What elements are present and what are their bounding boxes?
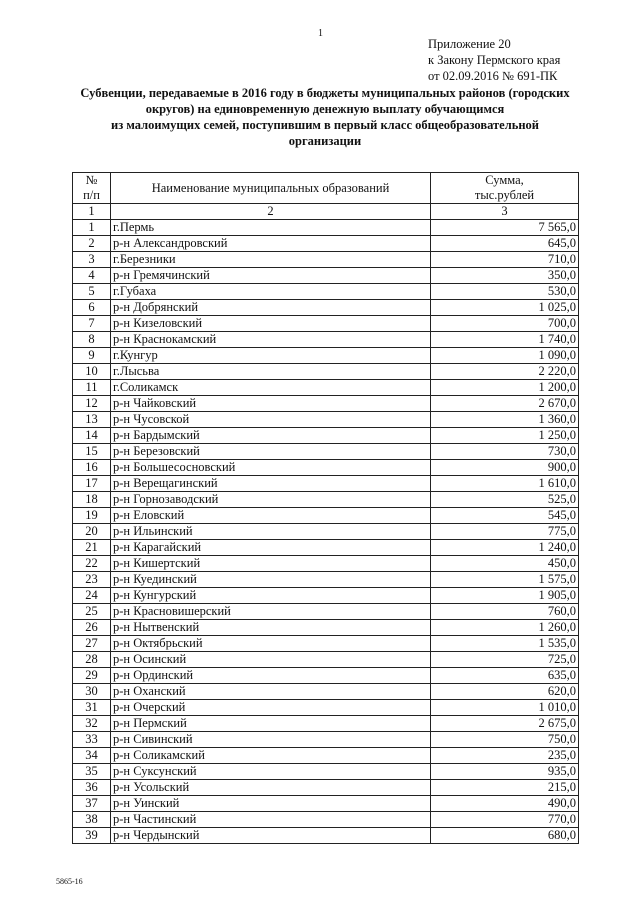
- row-municipality: р-н Кунгурский: [111, 588, 431, 604]
- row-amount: 2 670,0: [431, 396, 579, 412]
- table-row: [73, 284, 579, 300]
- row-municipality: р-н Александровский: [111, 236, 431, 252]
- row-amount: 2 675,0: [431, 716, 579, 732]
- row-number: 34: [73, 748, 111, 764]
- row-amount: 680,0: [431, 828, 579, 844]
- table-row: [73, 220, 579, 236]
- row-number: 23: [73, 572, 111, 588]
- row-amount: 525,0: [431, 492, 579, 508]
- table-row: [73, 236, 579, 252]
- row-amount: 900,0: [431, 460, 579, 476]
- row-municipality: р-н Ординский: [111, 668, 431, 684]
- row-municipality: р-н Нытвенский: [111, 620, 431, 636]
- row-amount: 1 090,0: [431, 348, 579, 364]
- row-number: 38: [73, 812, 111, 828]
- row-municipality: р-н Пермский: [111, 716, 431, 732]
- row-municipality: р-н Оханский: [111, 684, 431, 700]
- row-number: 20: [73, 524, 111, 540]
- row-municipality: р-н Усольский: [111, 780, 431, 796]
- table-row: [73, 300, 579, 316]
- row-municipality: р-н Очерский: [111, 700, 431, 716]
- row-number: 35: [73, 764, 111, 780]
- table-row: [73, 780, 579, 796]
- table-row: [73, 540, 579, 556]
- table-row: [73, 476, 579, 492]
- footer-code: 5865-16: [56, 877, 83, 886]
- row-number: 14: [73, 428, 111, 444]
- row-amount: 700,0: [431, 316, 579, 332]
- table-row: [73, 636, 579, 652]
- row-municipality: р-н Кишертский: [111, 556, 431, 572]
- row-number: 12: [73, 396, 111, 412]
- row-number: 9: [73, 348, 111, 364]
- row-municipality: р-н Октябрьский: [111, 636, 431, 652]
- row-number: 37: [73, 796, 111, 812]
- table-row: [73, 380, 579, 396]
- row-municipality: р-н Чайковский: [111, 396, 431, 412]
- table-row: [73, 508, 579, 524]
- row-amount: 235,0: [431, 748, 579, 764]
- table-header-row: [73, 173, 579, 204]
- row-amount: 725,0: [431, 652, 579, 668]
- row-number: 5: [73, 284, 111, 300]
- table-body: [73, 220, 579, 844]
- row-amount: 710,0: [431, 252, 579, 268]
- row-number: 30: [73, 684, 111, 700]
- row-amount: 770,0: [431, 812, 579, 828]
- row-municipality: р-н Сивинский: [111, 732, 431, 748]
- table-row: [73, 556, 579, 572]
- row-number: 36: [73, 780, 111, 796]
- table-row: [73, 572, 579, 588]
- table-row: [73, 364, 579, 380]
- row-number: 27: [73, 636, 111, 652]
- appendix-line-1: Приложение 20: [428, 37, 511, 51]
- table-row: [73, 412, 579, 428]
- row-municipality: р-н Суксунский: [111, 764, 431, 780]
- page-number: 1: [318, 28, 323, 39]
- table-row: [73, 252, 579, 268]
- title-line-2: округов) на единовременную денежную выплату обучающимся: [145, 102, 505, 116]
- row-municipality: г.Березники: [111, 252, 431, 268]
- table-row: [73, 492, 579, 508]
- row-municipality: г.Пермь: [111, 220, 431, 236]
- table-row: [73, 268, 579, 284]
- row-number: 21: [73, 540, 111, 556]
- row-municipality: р-н Кизеловский: [111, 316, 431, 332]
- table-row: [73, 668, 579, 684]
- row-municipality: р-н Большесосновский: [111, 460, 431, 476]
- subsidy-table: [72, 172, 579, 844]
- row-municipality: р-н Краснокамский: [111, 332, 431, 348]
- table-row: [73, 684, 579, 700]
- row-municipality: р-н Ильинский: [111, 524, 431, 540]
- row-municipality: р-н Горнозаводский: [111, 492, 431, 508]
- row-amount: 1 360,0: [431, 412, 579, 428]
- row-municipality: г.Соликамск: [111, 380, 431, 396]
- row-amount: 450,0: [431, 556, 579, 572]
- row-number: 3: [73, 252, 111, 268]
- header-sum: [431, 173, 579, 204]
- table-row: [73, 316, 579, 332]
- row-number: 2: [73, 236, 111, 252]
- row-amount: 545,0: [431, 508, 579, 524]
- header-name: Наименование муниципальных образований: [111, 173, 431, 204]
- table-row: [73, 524, 579, 540]
- row-amount: 760,0: [431, 604, 579, 620]
- header-sum-line-1: Сумма,: [485, 173, 524, 187]
- row-number: 4: [73, 268, 111, 284]
- row-number: 39: [73, 828, 111, 844]
- table-row: [73, 444, 579, 460]
- table-row: [73, 700, 579, 716]
- row-number: 33: [73, 732, 111, 748]
- row-municipality: р-н Еловский: [111, 508, 431, 524]
- header-num: [73, 173, 111, 204]
- row-number: 17: [73, 476, 111, 492]
- row-municipality: р-н Красновишерский: [111, 604, 431, 620]
- title-line-3: из малоимущих семей, поступившим в первый класс общеобразовательной: [111, 118, 539, 132]
- row-amount: 350,0: [431, 268, 579, 284]
- row-amount: 530,0: [431, 284, 579, 300]
- row-amount: 730,0: [431, 444, 579, 460]
- row-number: 32: [73, 716, 111, 732]
- row-municipality: р-н Карагайский: [111, 540, 431, 556]
- header-num-line-2: п/п: [83, 188, 100, 202]
- row-municipality: р-н Гремячинский: [111, 268, 431, 284]
- column-number-row: [73, 204, 579, 220]
- row-amount: 1 260,0: [431, 620, 579, 636]
- row-amount: 635,0: [431, 668, 579, 684]
- row-amount: 1 905,0: [431, 588, 579, 604]
- table-row: [73, 748, 579, 764]
- row-municipality: р-н Верещагинский: [111, 476, 431, 492]
- row-amount: 620,0: [431, 684, 579, 700]
- row-number: 11: [73, 380, 111, 396]
- table-row: [73, 764, 579, 780]
- column-number-3: 3: [431, 204, 579, 220]
- row-number: 28: [73, 652, 111, 668]
- row-number: 24: [73, 588, 111, 604]
- row-number: 31: [73, 700, 111, 716]
- table-row: [73, 812, 579, 828]
- table-row: [73, 604, 579, 620]
- row-municipality: г.Кунгур: [111, 348, 431, 364]
- row-number: 22: [73, 556, 111, 572]
- title-line-4: организации: [288, 134, 362, 148]
- row-amount: 490,0: [431, 796, 579, 812]
- appendix-block: [428, 36, 560, 84]
- row-municipality: р-н Чердынский: [111, 828, 431, 844]
- row-municipality: р-н Чусовской: [111, 412, 431, 428]
- row-amount: 1 575,0: [431, 572, 579, 588]
- appendix-line-3: от 02.09.2016 № 691-ПК: [428, 69, 558, 83]
- row-municipality: р-н Березовский: [111, 444, 431, 460]
- row-number: 16: [73, 460, 111, 476]
- row-municipality: р-н Соликамский: [111, 748, 431, 764]
- row-number: 25: [73, 604, 111, 620]
- row-amount: 1 535,0: [431, 636, 579, 652]
- row-number: 29: [73, 668, 111, 684]
- table-row: [73, 620, 579, 636]
- row-amount: 935,0: [431, 764, 579, 780]
- row-number: 26: [73, 620, 111, 636]
- table-row: [73, 332, 579, 348]
- table-row: [73, 588, 579, 604]
- row-number: 13: [73, 412, 111, 428]
- table-row: [73, 348, 579, 364]
- row-municipality: р-н Уинский: [111, 796, 431, 812]
- row-amount: 1 200,0: [431, 380, 579, 396]
- table-row: [73, 652, 579, 668]
- row-amount: 775,0: [431, 524, 579, 540]
- table-row: [73, 716, 579, 732]
- row-amount: 215,0: [431, 780, 579, 796]
- row-number: 7: [73, 316, 111, 332]
- table-row: [73, 732, 579, 748]
- row-amount: 750,0: [431, 732, 579, 748]
- row-municipality: р-н Осинский: [111, 652, 431, 668]
- table-row: [73, 396, 579, 412]
- row-number: 19: [73, 508, 111, 524]
- row-amount: 2 220,0: [431, 364, 579, 380]
- row-municipality: г.Губаха: [111, 284, 431, 300]
- column-number-1: 1: [73, 204, 111, 220]
- row-number: 18: [73, 492, 111, 508]
- row-number: 6: [73, 300, 111, 316]
- title-line-1: Субвенции, передаваемые в 2016 году в бюджеты муниципальных районов (городских: [80, 86, 570, 100]
- row-amount: 1 250,0: [431, 428, 579, 444]
- row-number: 8: [73, 332, 111, 348]
- header-num-line-1: №: [85, 173, 98, 187]
- row-amount: 1 240,0: [431, 540, 579, 556]
- row-amount: 1 740,0: [431, 332, 579, 348]
- table-row: [73, 460, 579, 476]
- row-municipality: р-н Бардымский: [111, 428, 431, 444]
- header-sum-line-2: тыс.рублей: [474, 188, 535, 202]
- row-municipality: р-н Частинский: [111, 812, 431, 828]
- row-municipality: р-н Куединский: [111, 572, 431, 588]
- row-amount: 7 565,0: [431, 220, 579, 236]
- row-amount: 645,0: [431, 236, 579, 252]
- table-row: [73, 828, 579, 844]
- row-amount: 1 610,0: [431, 476, 579, 492]
- document-title: [40, 85, 610, 149]
- row-number: 1: [73, 220, 111, 236]
- column-number-2: 2: [111, 204, 431, 220]
- row-amount: 1 025,0: [431, 300, 579, 316]
- table-row: [73, 428, 579, 444]
- row-number: 15: [73, 444, 111, 460]
- row-municipality: р-н Добрянский: [111, 300, 431, 316]
- row-amount: 1 010,0: [431, 700, 579, 716]
- appendix-line-2: к Закону Пермского края: [428, 53, 561, 67]
- table-row: [73, 796, 579, 812]
- row-municipality: г.Лысьва: [111, 364, 431, 380]
- row-number: 10: [73, 364, 111, 380]
